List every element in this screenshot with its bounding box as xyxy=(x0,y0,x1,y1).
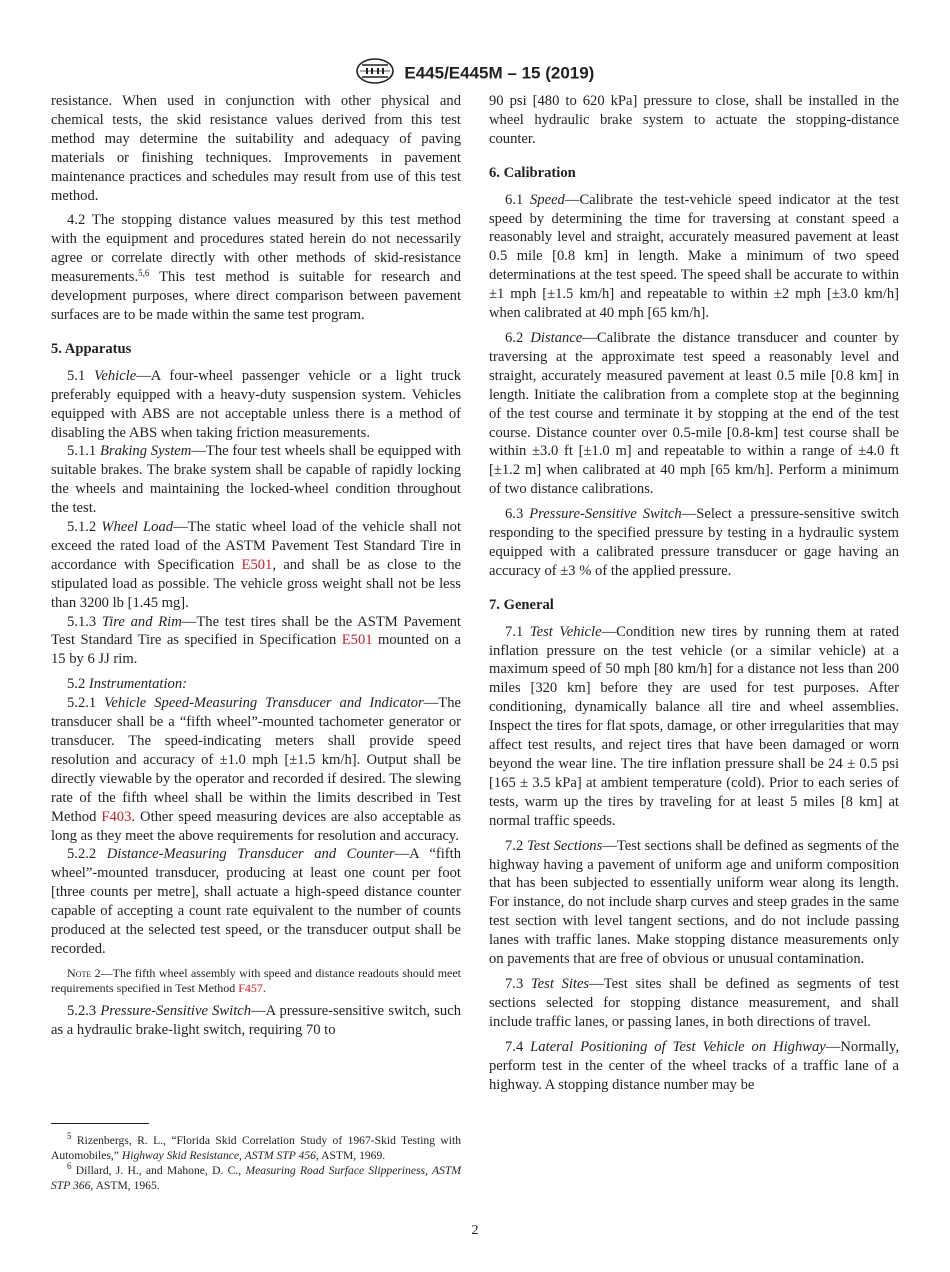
footnote-ref-5-6: 5,6 xyxy=(138,268,150,279)
paragraph-7-2: 7.2 Test Sections—Test sections shall be defined as segments of the highway having a pavement of uniform age and uniform composition that has been subjected to essentially uniform wear along its length. For instance, do not include sharp curves and steep grades in the same test section with level tangent sections, and do not include passing lanes with traffic lanes. Make stopping distance measurements only on pavements that are free of obvious or unusual contamination. xyxy=(489,837,899,968)
paragraph-7-1: 7.1 Test Vehicle—Condition new tires by running them at rated inflation pressure on the test vehicle (or a similar vehicle) at a maximum speed of 50 mph [80 km/h] for a distance not less than 200 miles [320 km] before they are used for test purposes. After conditioning, dynamically balance all tire and wheel assemblies. Inspect the tires for flat spots, damage, or other irregularities that may affect test results, and reject tires that have been damaged or worn beyond the wear line. The tire inflation pressure shall be 24 ± 0.5 psi [165 ± 3.5 kPa] at ambient temperature (cold). Prior to each series of tests, warm up the tires by traveling for at least 5 miles [8 km] at normal traffic speeds. xyxy=(489,623,899,829)
paragraph-5-1-1: 5.1.1 Braking System—The four test wheels shall be equipped with suitable brakes. The brake system shall be capable of rapidly locking the wheels and maintaining the locked-wheel condition throughout the test. xyxy=(51,443,462,517)
link-f457[interactable]: F457 xyxy=(238,980,263,995)
link-f403[interactable]: F403 xyxy=(101,808,132,825)
standard-designation: E445/E445M – 15 (2019) xyxy=(404,63,595,83)
paragraph-6-1: 6.1 Speed—Calibrate the test-vehicle speed indicator at the test speed by determining the time for traversing at constant speed a reasonably level and straight, accurately measured pavement at least 0.5 mile [0.8 km] in length. Make a minimum of two speed determinations at the test speed. The speed shall be accurate to within ±1 mph [±1.5 km/h] and repeatable to within ±2 mph [±3.0 km/h] when calibrated at 40 mph [65 km/h]. xyxy=(489,191,900,322)
paragraph-5-2-3: 5.2.3 Pressure-Sensitive Switch—A pressure-sensitive switch, such as a hydraulic brake-light switch, requiring 70 to xyxy=(51,1002,461,1038)
page-number: 2 xyxy=(471,1223,479,1238)
section-7-heading: 7. General xyxy=(489,596,554,613)
paragraph-5-1-3: 5.1.3 Tire and Rim—The test tires shall be the ASTM Pavement Test Standard Tire as specified in Specification E501 mounted on a 15 by 6 JJ rim. xyxy=(51,613,461,668)
astm-logo-icon xyxy=(356,58,394,89)
paragraph-7-4: 7.4 Lateral Positioning of Test Vehicle on Highway—Normally, perform test in the center of the wheel tracks of a traffic lane of a highway. A stopping distance number may be xyxy=(489,1038,899,1093)
page-header xyxy=(0,58,950,89)
right-column xyxy=(489,92,899,1094)
paragraph-5-1: 5.1 Vehicle—A four-wheel passenger vehicle or a light truck preferably equipped with a heavy-duty suspension system. Vehicles equipped with ABS are not acceptable unless there is a method of disabling the ABS when taking friction measurements. xyxy=(51,367,461,441)
note-2: Note 2—The fifth wheel assembly with speed and distance readouts should meet requirements specified in Test Method F457. xyxy=(51,965,462,995)
paragraph-5-2-2: 5.2.2 Distance-Measuring Transducer and Counter—A “fifth wheel”-mounted transducer, producing at least one count per foot [three counts per metre], shall actuate a high-speed distance counter capable of accepting a count rate equivalent to the number of counts produced at the selected test speed, or the transducer output shall be recorded. xyxy=(51,846,461,957)
link-e501[interactable]: E501 xyxy=(341,632,373,649)
paragraph-6-3: 6.3 Pressure-Sensitive Switch—Select a pressure-sensitive switch responding to the specified pressure by testing in a hydraulic system equipped with a calibrated pressure transducer or gage having an accuracy of ±3 % of the applied pressure. xyxy=(489,506,900,579)
footnotes xyxy=(51,1133,461,1193)
link-e501[interactable]: E501 xyxy=(241,556,273,573)
paragraph-4-1-continued: resistance. When used in conjunction with other physical and chemical tests, the skid resistance values derived from this test method may determine the suitability and adequacy of paving materials or finishing techniques. Improvements in pavement maintenance practices and schedules may result from use of this test method. xyxy=(51,93,461,204)
paragraph-6-2: 6.2 Distance—Calibrate the distance transducer and counter by traversing at the approximate test speed a reasonably level and straight, accurately measured pavement at least 0.5 mile [0.8 km] in length. Initiate the calibration from a complete stop at the beginning of the test course and terminate it by stopping at the end of the test course. Distance counter over 0.5-mile [0.8-km] test course shall be within ±3.0 ft [±1.0 m] and repeatable to within a range of ±4.0 ft [±1.2 m] when calibrated at 40 mph [65 km/h]. Perform a minimum of two distance calibrations. xyxy=(489,329,899,498)
footnote-5: $^5$ Rizenbergs, R. L., “Florida Skid Correlation Study of 1967-Skid Testing with Automobiles,” Highway Skid Resistance, ASTM STP 456, ASTM, 1969. xyxy=(51,1131,461,1162)
paragraph-5-2-1: 5.2.1 Vehicle Speed-Measuring Transducer and Indicator—The transducer shall be a “fifth wheel”-mounted tachometer generator or transducer. The speed-indicating meters shall provide speed resolution and accuracy of ±1.0 mph [±1.5 km/h]. Output shall be directly viewable by the operator and recorded if desired. The slewing rate of the fifth wheel shall be within the limits described in Test Method F403. Other speed measuring devices are also acceptable as long as they meet the above requirements for resolution and accuracy. xyxy=(51,695,461,844)
paragraph-4-2: 4.2 The stopping distance values measured by this test method with the equipment and procedures stated herein do not necessarily agree or correlate directly with other methods of skid-resistance measurements.$^{5,6}$ This test method is suitable for research and development purposes, where direct comparison between pavement surfaces are to be made within the same test program. xyxy=(51,212,461,323)
paragraph-5-1-2: 5.1.2 Wheel Load—The static wheel load of the vehicle shall not exceed the rated load of the ASTM Pavement Test Standard Tire in accordance with Specification E501, and shall be as close to the stipulated load as possible. The vehicle gross weight shall not be less than 3200 lb [1.45 mg]. xyxy=(51,519,461,611)
section-5-heading: 5. Apparatus xyxy=(51,340,132,357)
footnote-6: $^6$ Dillard, J. H., and Mahone, D. C., Measuring Road Surface Slipperiness, ASTM STP 366, ASTM, 1965. xyxy=(51,1161,462,1192)
left-column xyxy=(51,92,461,1040)
footnote-divider xyxy=(51,1123,149,1124)
paragraph-5-2: 5.2 Instrumentation: xyxy=(67,676,187,693)
section-6-heading: 6. Calibration xyxy=(489,164,576,181)
paragraph-5-2-3-continued: 90 psi [480 to 620 kPa] pressure to close, shall be installed in the wheel hydraulic brake system to actuate the stopping-distance counter. xyxy=(489,93,899,147)
paragraph-7-3: 7.3 Test Sites—Test sites shall be defined as segments of test sections selected for stopping distance measurement, and shall include traffic lanes, or passing lanes, in both directions of travel. xyxy=(489,975,900,1030)
